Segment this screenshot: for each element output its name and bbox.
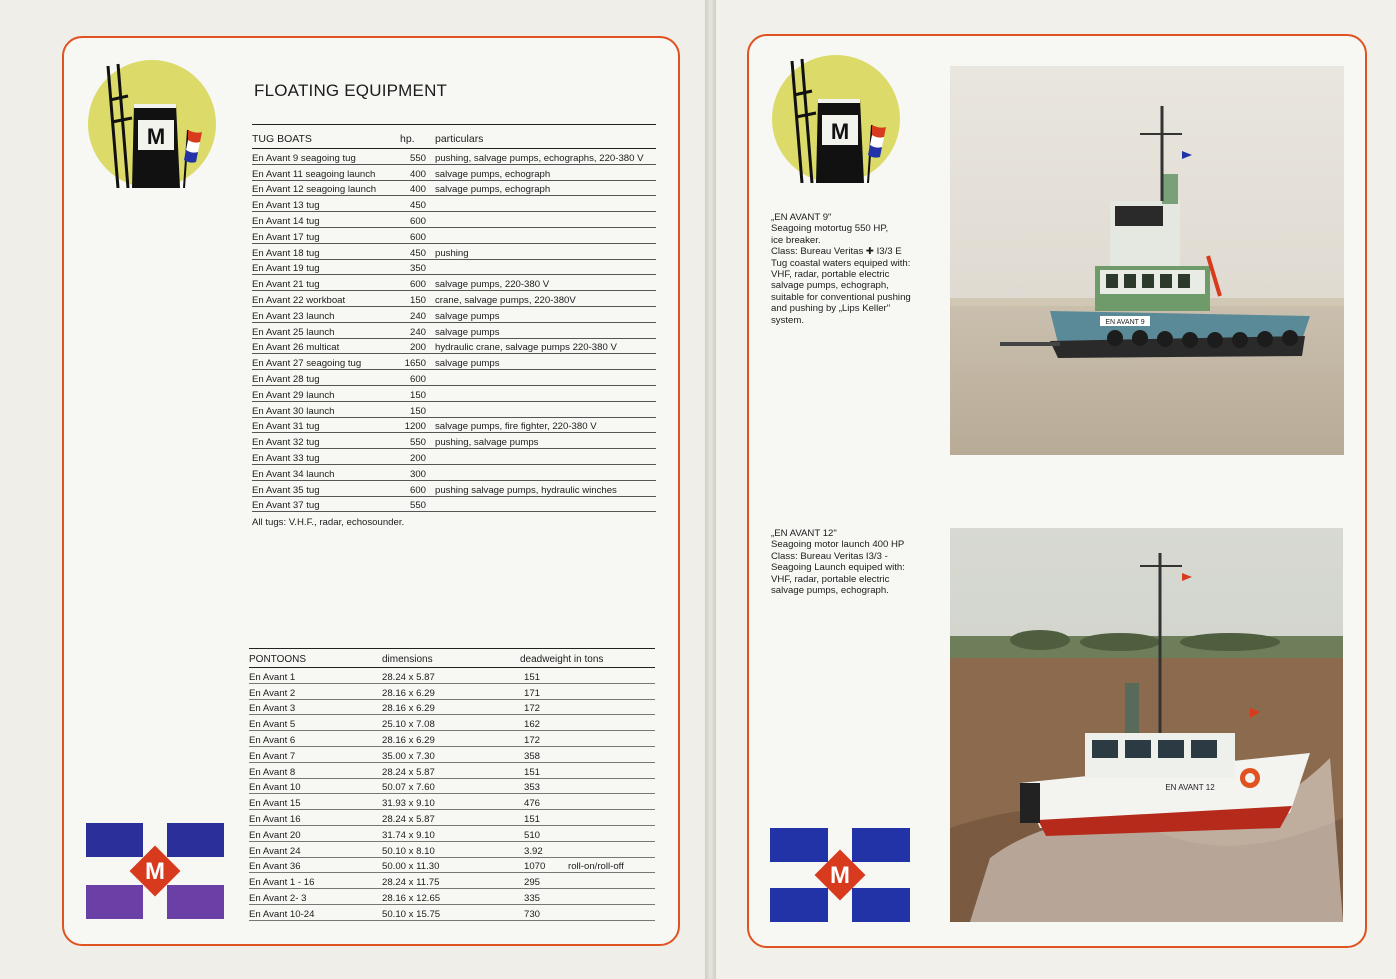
tug-row bbox=[252, 401, 656, 417]
pontoon-deadweight: 3.92 bbox=[524, 845, 543, 857]
pontoon-deadweight-cell bbox=[520, 825, 655, 841]
tug-name: En Avant 32 tug bbox=[252, 433, 400, 449]
tug-particulars: salvage pumps bbox=[435, 306, 656, 322]
tug-row bbox=[252, 180, 656, 196]
tug-row bbox=[252, 322, 656, 338]
pontoon-row bbox=[249, 746, 655, 762]
tug-row bbox=[252, 259, 656, 275]
tug-hp: 550 bbox=[400, 149, 435, 165]
tug-particulars: pushing, salvage pumps, echographs, 220-380 V bbox=[435, 149, 656, 165]
tug-name: En Avant 31 tug bbox=[252, 417, 400, 433]
tug-hp: 600 bbox=[400, 275, 435, 291]
pontoon-row bbox=[249, 699, 655, 715]
pontoon-dimensions: 28.16 x 12.65 bbox=[382, 889, 520, 905]
tug-particulars bbox=[435, 401, 656, 417]
pontoon-row bbox=[249, 841, 655, 857]
tug-name: En Avant 35 tug bbox=[252, 480, 400, 496]
company-flag-logo-icon bbox=[86, 823, 224, 919]
tug-row bbox=[252, 164, 656, 180]
tug-particulars: crane, salvage pumps, 220-380V bbox=[435, 291, 656, 307]
hull-name-12: EN AVANT 12 bbox=[1165, 783, 1215, 792]
tug-header-particulars: particulars bbox=[435, 125, 656, 149]
tug-hp: 400 bbox=[400, 164, 435, 180]
tug-particulars bbox=[435, 385, 656, 401]
pontoon-deadweight: 172 bbox=[524, 734, 541, 746]
pontoon-name: En Avant 3 bbox=[249, 699, 382, 715]
pontoon-dimensions: 31.74 x 9.10 bbox=[382, 825, 520, 841]
tug-particulars: salvage pumps, echograph bbox=[435, 164, 656, 180]
tug-row bbox=[252, 385, 656, 401]
tug-name: En Avant 27 seagoing tug bbox=[252, 354, 400, 370]
pontoon-deadweight-cell bbox=[520, 731, 655, 747]
tug-particulars bbox=[435, 259, 656, 275]
tug-hp: 600 bbox=[400, 227, 435, 243]
pontoon-row bbox=[249, 810, 655, 826]
tug-boats-table bbox=[252, 124, 656, 512]
pontoon-deadweight: 335 bbox=[524, 892, 541, 904]
tug-particulars: hydraulic crane, salvage pumps 220-380 V bbox=[435, 338, 656, 354]
tug-particulars bbox=[435, 449, 656, 465]
tug-name: En Avant 13 tug bbox=[252, 196, 400, 212]
tug-name: En Avant 34 launch bbox=[252, 464, 400, 480]
pontoon-deadweight-cell bbox=[520, 857, 655, 873]
pontoon-row bbox=[249, 873, 655, 889]
tug-name: En Avant 11 seagoing launch bbox=[252, 164, 400, 180]
pontoon-dimensions: 50.00 x 11.30 bbox=[382, 857, 520, 873]
pontoon-deadweight-cell bbox=[520, 841, 655, 857]
pontoon-deadweight-cell bbox=[520, 873, 655, 889]
tug-particulars bbox=[435, 496, 656, 512]
tug-name: En Avant 19 tug bbox=[252, 259, 400, 275]
tug-hp: 450 bbox=[400, 243, 435, 259]
tug-name: En Avant 29 launch bbox=[252, 385, 400, 401]
pontoon-row bbox=[249, 762, 655, 778]
pontoon-name: En Avant 5 bbox=[249, 715, 382, 731]
tug-particulars: salvage pumps, echograph bbox=[435, 180, 656, 196]
tug-name: En Avant 28 tug bbox=[252, 370, 400, 386]
tug-name: En Avant 21 tug bbox=[252, 275, 400, 291]
pontoon-name: En Avant 1 - 16 bbox=[249, 873, 382, 889]
pontoon-deadweight-cell bbox=[520, 715, 655, 731]
pontoon-deadweight-cell bbox=[520, 889, 655, 905]
tug-row bbox=[252, 417, 656, 433]
pontoon-dimensions: 50.10 x 8.10 bbox=[382, 841, 520, 857]
tug-hp: 150 bbox=[400, 401, 435, 417]
pontoon-deadweight: 295 bbox=[524, 877, 541, 889]
caption-text: Seagoing motortug 550 HP, ice breaker. Class: Bureau Veritas ✚ I3/3 E Tug coastal waters equiped with: VHF, radar, portable electric salvage pumps, echograph, suitable for conventional pushing and pushing by „Lips Keller" system. bbox=[771, 223, 911, 326]
tug-hp: 300 bbox=[400, 464, 435, 480]
pontoon-row bbox=[249, 668, 655, 684]
pontoon-deadweight: 172 bbox=[524, 703, 541, 715]
pontoon-row bbox=[249, 904, 655, 920]
tug-particulars: pushing, salvage pumps bbox=[435, 433, 656, 449]
tug-row bbox=[252, 196, 656, 212]
pontoon-deadweight-cell bbox=[520, 746, 655, 762]
company-flag-logo-icon-right bbox=[770, 828, 910, 922]
tug-header-hp: hp. bbox=[400, 125, 435, 149]
pontoon-deadweight-cell bbox=[520, 778, 655, 794]
pontoon-deadweight: 151 bbox=[524, 766, 541, 778]
logo-letter-right: M bbox=[830, 119, 850, 144]
tug-name: En Avant 30 launch bbox=[252, 401, 400, 417]
pontoon-deadweight-cell bbox=[520, 683, 655, 699]
tug-row bbox=[252, 370, 656, 386]
pontoon-name: En Avant 20 bbox=[249, 825, 382, 841]
pontoon-deadweight: 171 bbox=[524, 687, 541, 699]
pontoon-name: En Avant 2 bbox=[249, 683, 382, 699]
pontoon-row bbox=[249, 731, 655, 747]
pontoon-name: En Avant 7 bbox=[249, 746, 382, 762]
tug-row bbox=[252, 227, 656, 243]
tug-row bbox=[252, 275, 656, 291]
pontoon-deadweight-cell bbox=[520, 668, 655, 684]
photo-en-avant-9 bbox=[950, 66, 1344, 455]
pontoon-deadweight: 151 bbox=[524, 813, 541, 825]
tug-header-name: TUG BOATS bbox=[252, 125, 400, 149]
tug-hp: 240 bbox=[400, 322, 435, 338]
pontoon-row bbox=[249, 683, 655, 699]
tug-hp: 200 bbox=[400, 449, 435, 465]
tug-particulars bbox=[435, 464, 656, 480]
pontoon-row bbox=[249, 889, 655, 905]
tug-particulars: salvage pumps, fire fighter, 220-380 V bbox=[435, 417, 656, 433]
pontoon-deadweight: 1070 bbox=[524, 861, 546, 873]
caption-en-avant-12 bbox=[771, 528, 941, 596]
pontoon-header-name: PONTOONS bbox=[249, 649, 382, 668]
tug-name: En Avant 17 tug bbox=[252, 227, 400, 243]
pontoon-deadweight-cell bbox=[520, 699, 655, 715]
tug-hp: 600 bbox=[400, 480, 435, 496]
tug-row bbox=[252, 291, 656, 307]
pontoon-deadweight: 358 bbox=[524, 750, 541, 762]
logo-letter: M bbox=[146, 124, 166, 149]
tug-hp: 150 bbox=[400, 385, 435, 401]
tug-particulars bbox=[435, 212, 656, 228]
tug-row bbox=[252, 354, 656, 370]
pontoon-dimensions: 25.10 x 7.08 bbox=[382, 715, 520, 731]
tug-row bbox=[252, 338, 656, 354]
pontoon-dimensions: 28.24 x 11.75 bbox=[382, 873, 520, 889]
tug-row bbox=[252, 480, 656, 496]
tug-hp: 450 bbox=[400, 196, 435, 212]
tug-name: En Avant 33 tug bbox=[252, 449, 400, 465]
tug-particulars: salvage pumps bbox=[435, 322, 656, 338]
tug-particulars: salvage pumps, 220-380 V bbox=[435, 275, 656, 291]
pontoon-deadweight-cell bbox=[520, 794, 655, 810]
tug-hp: 150 bbox=[400, 291, 435, 307]
tugs-note: All tugs: V.H.F., radar, echosounder. bbox=[252, 517, 405, 528]
pontoon-note: roll-on/roll-off bbox=[568, 861, 624, 873]
pontoon-row bbox=[249, 715, 655, 731]
funnel-logo-icon bbox=[88, 60, 216, 188]
pontoon-row bbox=[249, 778, 655, 794]
tug-row bbox=[252, 449, 656, 465]
tug-hp: 550 bbox=[400, 433, 435, 449]
flag-logo-letter-right: M bbox=[830, 862, 850, 889]
pontoon-header-dimensions: dimensions bbox=[382, 649, 520, 668]
pontoon-deadweight: 151 bbox=[524, 671, 541, 683]
tug-hp: 200 bbox=[400, 338, 435, 354]
tug-name: En Avant 9 seagoing tug bbox=[252, 149, 400, 165]
pontoon-dimensions: 28.16 x 6.29 bbox=[382, 699, 520, 715]
pontoon-header-deadweight: deadweight in tons bbox=[520, 649, 655, 668]
tug-particulars bbox=[435, 196, 656, 212]
caption-text: Seagoing motor launch 400 HP Class: Bureau Veritas I3/3 - Seagoing Launch equiped with: VHF, radar, portable electric salvage pumps, echograph. bbox=[771, 539, 905, 597]
tug-hp: 1650 bbox=[400, 354, 435, 370]
tug-name: En Avant 22 workboat bbox=[252, 291, 400, 307]
pontoon-deadweight: 162 bbox=[524, 719, 541, 731]
tug-hp: 1200 bbox=[400, 417, 435, 433]
tug-name: En Avant 37 tug bbox=[252, 496, 400, 512]
pontoon-deadweight: 510 bbox=[524, 829, 541, 841]
pontoon-deadweight: 476 bbox=[524, 798, 541, 810]
tug-name: En Avant 18 tug bbox=[252, 243, 400, 259]
pontoon-row bbox=[249, 794, 655, 810]
pontoon-dimensions: 28.24 x 5.87 bbox=[382, 810, 520, 826]
pontoon-deadweight: 730 bbox=[524, 908, 541, 920]
tug-row bbox=[252, 243, 656, 259]
pontoon-name: En Avant 2- 3 bbox=[249, 889, 382, 905]
photo-en-avant-12 bbox=[950, 528, 1343, 922]
caption-title: „EN AVANT 9" bbox=[771, 212, 832, 223]
pontoon-deadweight: 353 bbox=[524, 782, 541, 794]
tug-row bbox=[252, 496, 656, 512]
tug-hp: 600 bbox=[400, 212, 435, 228]
pontoon-dimensions: 31.93 x 9.10 bbox=[382, 794, 520, 810]
pontoon-dimensions: 50.07 x 7.60 bbox=[382, 778, 520, 794]
tug-row bbox=[252, 433, 656, 449]
tug-table-header bbox=[252, 125, 656, 149]
tug-hp: 240 bbox=[400, 306, 435, 322]
funnel-logo-icon-right bbox=[772, 55, 900, 183]
pontoon-dimensions: 35.00 x 7.30 bbox=[382, 746, 520, 762]
pontoon-deadweight-cell bbox=[520, 810, 655, 826]
pontoons-table bbox=[249, 648, 655, 921]
pontoon-dimensions: 28.24 x 5.87 bbox=[382, 762, 520, 778]
tug-name: En Avant 12 seagoing launch bbox=[252, 180, 400, 196]
tug-name: En Avant 25 launch bbox=[252, 322, 400, 338]
hull-name-9: EN AVANT 9 bbox=[1105, 319, 1145, 326]
tug-hp: 400 bbox=[400, 180, 435, 196]
pontoon-name: En Avant 24 bbox=[249, 841, 382, 857]
tug-hp: 550 bbox=[400, 496, 435, 512]
tug-hp: 600 bbox=[400, 370, 435, 386]
caption-en-avant-9 bbox=[771, 212, 941, 326]
pontoon-name: En Avant 16 bbox=[249, 810, 382, 826]
pontoon-name: En Avant 8 bbox=[249, 762, 382, 778]
pontoon-name: En Avant 36 bbox=[249, 857, 382, 873]
pontoon-dimensions: 28.16 x 6.29 bbox=[382, 683, 520, 699]
caption-title: „EN AVANT 12" bbox=[771, 528, 837, 539]
pontoon-dimensions: 50.10 x 15.75 bbox=[382, 904, 520, 920]
pontoon-name: En Avant 10 bbox=[249, 778, 382, 794]
tug-row bbox=[252, 149, 656, 165]
pontoon-name: En Avant 15 bbox=[249, 794, 382, 810]
pontoon-name: En Avant 10-24 bbox=[249, 904, 382, 920]
pontoon-deadweight-cell bbox=[520, 904, 655, 920]
tug-row bbox=[252, 306, 656, 322]
pontoon-row bbox=[249, 857, 655, 873]
pontoon-dimensions: 28.16 x 6.29 bbox=[382, 731, 520, 747]
pontoon-row bbox=[249, 825, 655, 841]
pontoon-deadweight-cell bbox=[520, 762, 655, 778]
tug-particulars bbox=[435, 227, 656, 243]
tug-particulars: pushing salvage pumps, hydraulic winches bbox=[435, 480, 656, 496]
tug-name: En Avant 26 multicat bbox=[252, 338, 400, 354]
tug-name: En Avant 14 tug bbox=[252, 212, 400, 228]
tug-row bbox=[252, 464, 656, 480]
page-title: FLOATING EQUIPMENT bbox=[254, 81, 448, 100]
pontoon-name: En Avant 1 bbox=[249, 668, 382, 684]
tug-particulars: pushing bbox=[435, 243, 656, 259]
tug-name: En Avant 23 launch bbox=[252, 306, 400, 322]
tug-row bbox=[252, 212, 656, 228]
pontoon-table-header bbox=[249, 649, 655, 668]
tug-particulars: salvage pumps bbox=[435, 354, 656, 370]
tug-particulars bbox=[435, 370, 656, 386]
pontoon-dimensions: 28.24 x 5.87 bbox=[382, 668, 520, 684]
tug-hp: 350 bbox=[400, 259, 435, 275]
page-gutter bbox=[705, 0, 716, 979]
pontoon-name: En Avant 6 bbox=[249, 731, 382, 747]
flag-logo-letter: M bbox=[145, 858, 165, 885]
